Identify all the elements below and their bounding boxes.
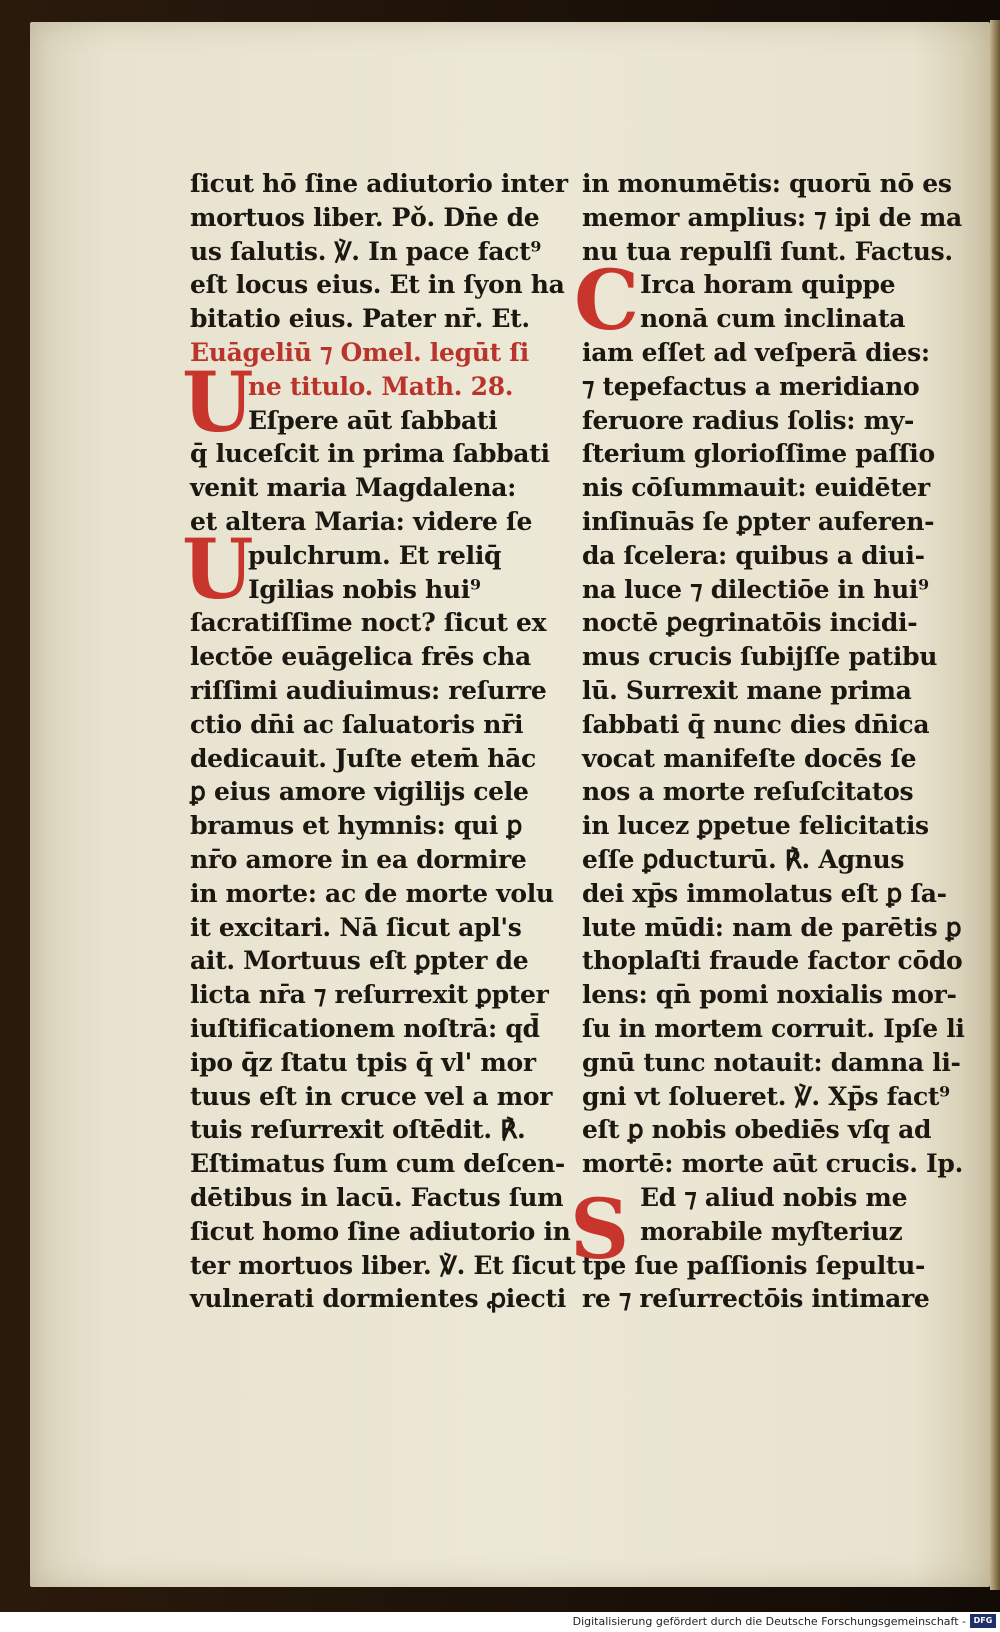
dfg-logo: DFG [970,1614,996,1628]
text-line: nr̄o amore in ea dormire [190,844,527,874]
text-line: lū. Surrexit mane prima [582,675,912,705]
text-line: dei xp̄s immolatus eſt ꝑ ſa- [582,878,947,908]
text-line: ſacratiſſime noct? ſicut ex [190,608,547,638]
left-text-column [182,167,576,1316]
decorated-initial: S [570,1182,629,1278]
text-line: vulnerati dormientes ꝓiecti [190,1284,566,1314]
text-line: it excitari. Nā ſicut apl's [190,912,522,942]
text-line: ctio dn̄i ac ſaluatoris nr̄i [190,709,524,739]
decorated-initial: C [574,253,639,349]
text-line: ſterium glorioſſime paſſio [582,439,935,469]
text-line: riſſimi audiuimus: reſurre [190,675,547,705]
text-line: venit maria Magdalena: [190,473,517,503]
funding-credit: Digitalisierung gefördert durch die Deutsche Forschungsgemeinschaft - [572,1615,966,1628]
footer-bar [0,1612,1000,1632]
page-edge [990,20,1000,1590]
rubric-line: ne titulo. Math. 28. [248,371,514,401]
text-line: et altera Maria: videre ſe [190,506,533,536]
text-line: vocat manifeſte docēs ſe [582,743,917,773]
text-line: ꝑ eius amore vigilijs cele [190,777,529,807]
text-line: q̄ luceſcit in prima ſabbati [190,439,550,469]
rubric-line: Euāgeliū ⁊ Omel. legūt ſi [190,337,529,367]
text-line: eſt ꝑ nobis obediēs vſq ad [582,1115,932,1145]
text-line: memor amplius: ⁊ ipi de ma [582,202,962,232]
text-line: iam eſſet ad veſperā dies: [582,337,930,367]
text-line: in monumētis: quorū nō es [582,169,952,198]
text-line: tpe ſue paſſionis ſepultu- [582,1250,926,1280]
text-line: nis cōſummauit: euidēter [582,473,930,503]
text-line: gni vt ſolueret. ℣. Xp̄s fact⁹ [582,1081,950,1111]
text-line: ſicut homo ſine adiutorio in [190,1216,571,1246]
text-line: in morte: ac de morte volu [190,878,554,908]
text-line: Eſtimatus ſum cum deſcen- [190,1149,565,1179]
text-line: iuſtificationem noſtrā: qd̄ [190,1013,540,1043]
text-line: lens: qn̄ pomi noxialis mor- [582,980,957,1010]
text-line: tuus eſt in cruce vel a mor [190,1081,553,1111]
text-line: thoplaſti fraude factor cōdo [582,946,963,976]
text-line: ait. Mortuus eſt ꝑpter de [190,946,529,976]
text-line: inſinuās ſe ꝑpter auferen- [582,506,935,536]
text-line: mortuos liber. Pǒ. Dn̄e de [190,202,540,232]
text-line: nonā cum inclinata [640,304,906,334]
text-line: ſicut hō ſine adiutorio inter [190,169,568,198]
text-line: us ſalutis. ℣. In pace fact⁹ [190,236,541,266]
text-line: dētibus in lacū. Factus ſum [190,1182,564,1212]
text-line: noctē ꝑegrinatōis incidi- [582,608,918,638]
text-line: licta nr̄a ⁊ reſurrexit ꝑpter [190,980,549,1010]
book-page [30,22,990,1587]
text-line: bramus et hymnis: qui ꝑ [190,811,523,841]
text-line: Eſpere aūt ſabbati [248,405,498,435]
text-line: in lucez ꝑpetue felicitatis [582,811,929,841]
text-line: morabile myſteriuz [640,1216,903,1246]
text-line: ſabbati q̄ nunc dies dn̄ica [582,709,930,739]
text-line: ipo q̄z ſtatu tpis q̄ vl' mor [190,1047,536,1077]
right-text-column [570,167,965,1316]
text-line: eſſe ꝑducturū. ℟. Agnus [582,844,905,874]
text-line: ⁊ tepefactus a meridiano [582,371,920,401]
text-line: eſt locus eius. Et in ſyon ha [190,270,565,300]
text-line: nos a morte reſuſcitatos [582,777,914,807]
text-line: lute mūdi: nam de parētis ꝑ [582,912,962,942]
text-line: lectōe euāgelica frēs cha [190,642,531,672]
text-line: mortē: morte aūt crucis. Ip. [582,1149,964,1179]
text-line: nu tua repulſi ſunt. Factus. [582,236,953,266]
text-line: tuis reſurrexit oſtēdit. ℟. [190,1115,526,1145]
text-line: re ⁊ reſurrectōis intimare [582,1284,930,1314]
text-line: dedicauit. Juſte etem̄ hāc [190,743,536,773]
text-line: Irca horam quippe [640,270,896,300]
text-line: Ed ⁊ aliud nobis me [640,1182,908,1212]
text-line: ter mortuos liber. ℣. Et ſicut [190,1250,576,1280]
text-line: na luce ⁊ dilectiōe in hui⁹ [582,574,929,604]
decorated-initial: U [182,355,254,451]
text-line: feruore radius ſolis: my- [582,405,915,435]
decorated-initial: U [182,522,254,618]
text-line: da ſcelera: quibus a diui- [582,540,925,570]
text-line: ſu in mortem corruit. Ipſe li [582,1013,965,1043]
text-line: mus crucis ſubijſſe patibu [582,642,938,672]
text-line: gnū tunc notauit: damna li- [582,1047,961,1077]
text-line: Igilias nobis hui⁹ [248,574,481,604]
text-line: bitatio eius. Pater nr̄. Et. [190,304,530,334]
text-line: pulchrum. Et reliq̄ [248,540,502,570]
